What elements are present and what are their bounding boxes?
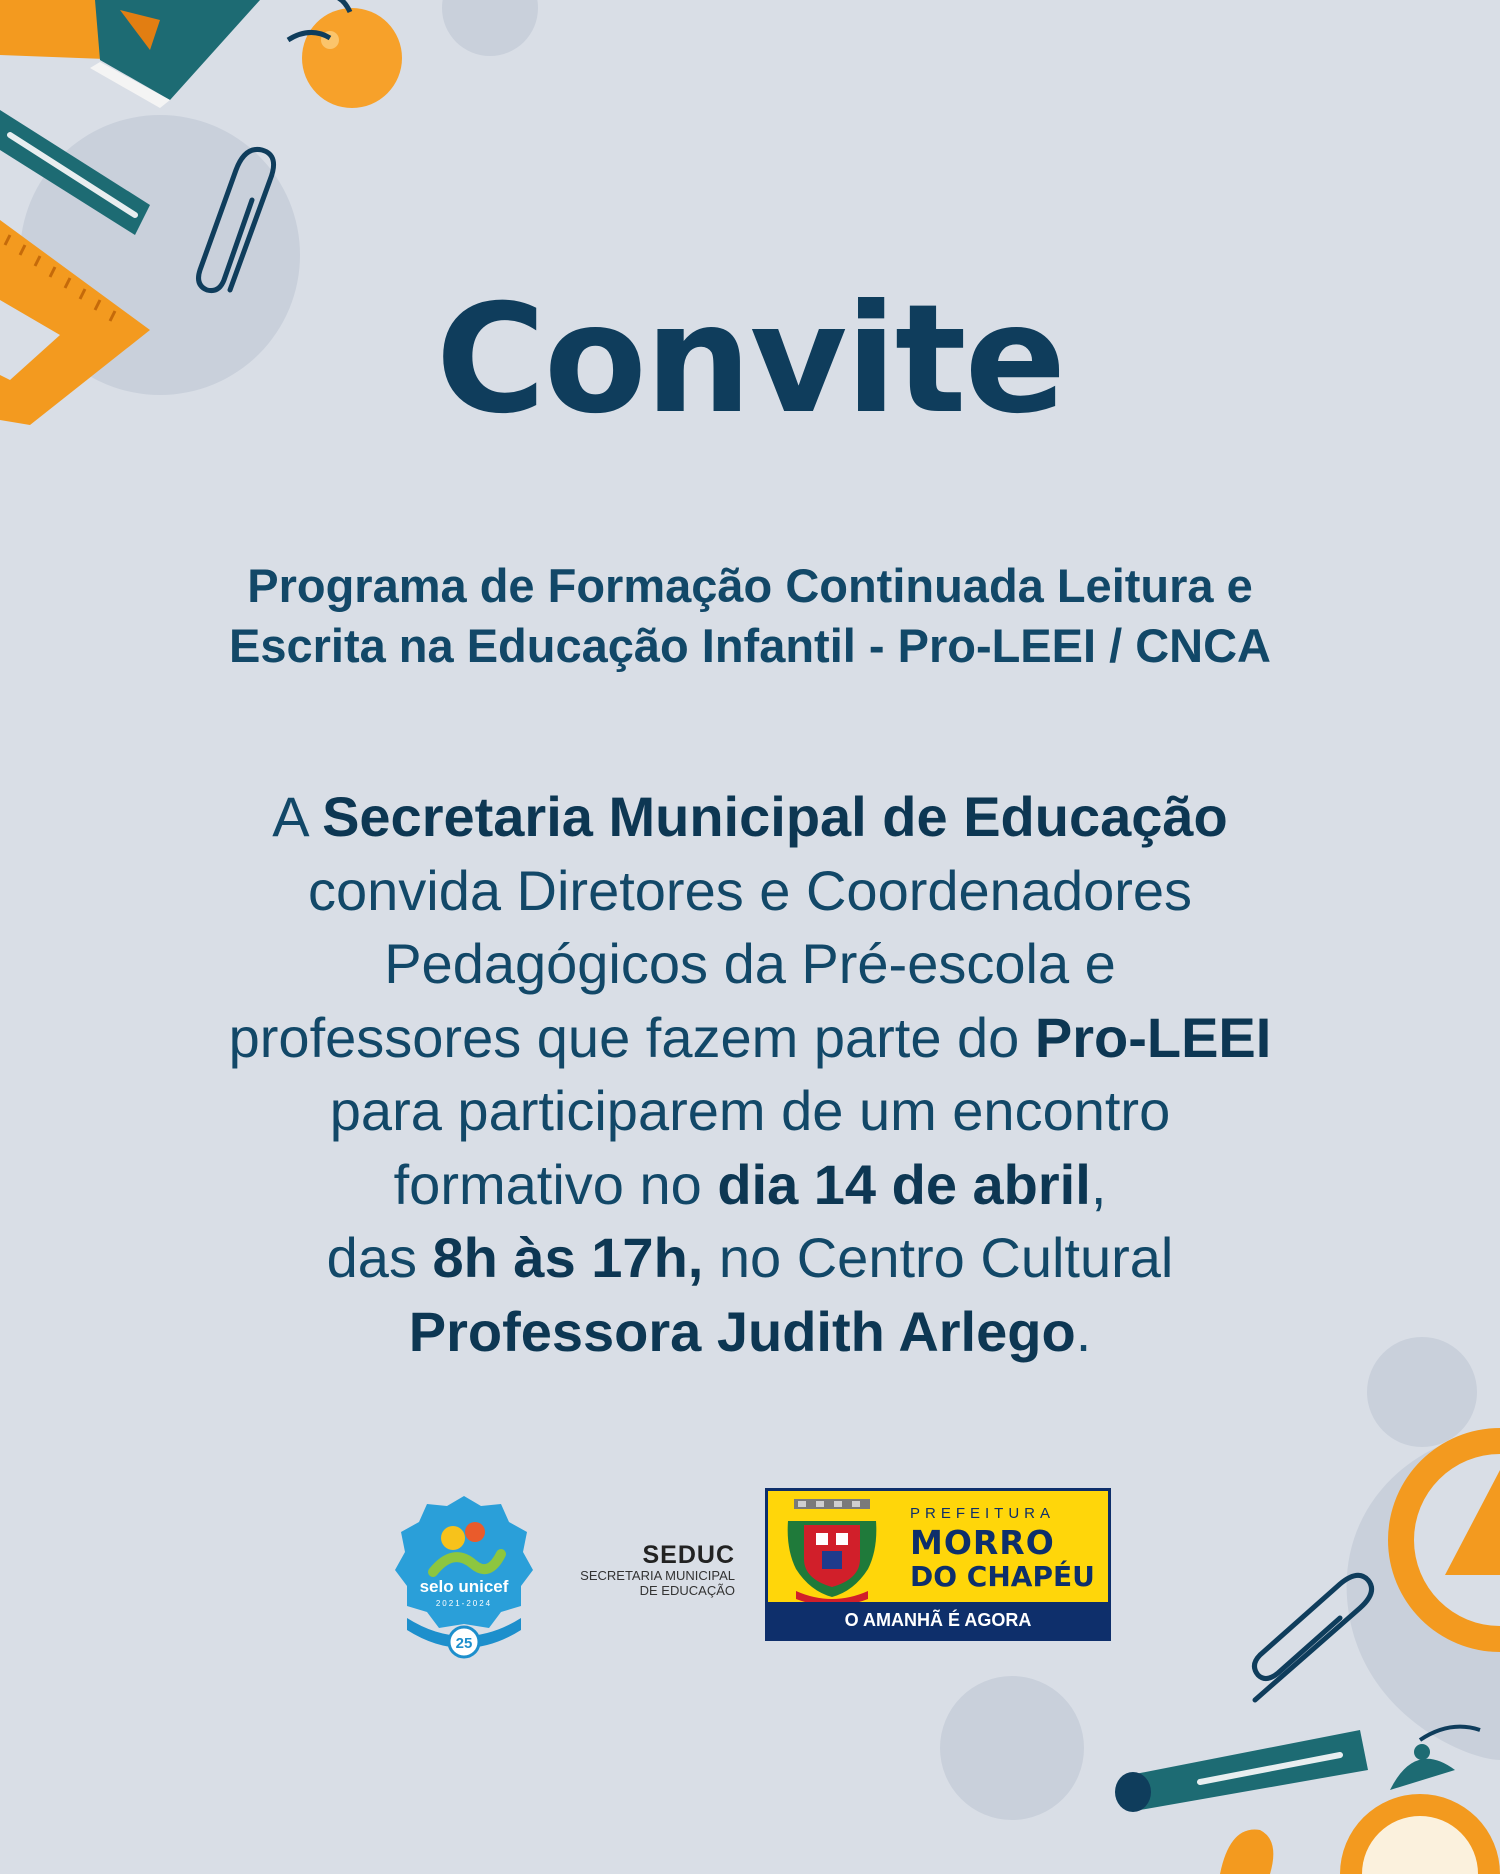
body-line	[60, 1221, 1440, 1295]
city-name-line: MORRO	[910, 1523, 1055, 1562]
city-name-line: DO CHAPÉU	[910, 1560, 1095, 1593]
coat-of-arms-icon	[786, 1499, 878, 1603]
subtitle-line: Escrita na Educação Infantil - Pro-LEEI / CNCA	[228, 619, 1272, 672]
background-blob	[940, 1676, 1084, 1820]
selo-unicef-logo	[393, 1492, 535, 1662]
body-bold: Pro-LEEI	[1034, 1005, 1272, 1069]
body-text: A	[272, 785, 323, 848]
event-time: 8h às 17h,	[432, 1226, 704, 1289]
body-text: .	[1075, 1299, 1092, 1363]
seduc-subtitle: DE EDUCAÇÃO	[639, 1583, 735, 1598]
prefeitura-logo	[765, 1488, 1111, 1641]
body-text: professores que fazem parte do	[228, 1005, 1035, 1069]
unicef-years: 2021-2024	[435, 1599, 493, 1608]
body-line: convida Diretores e Coordenadores	[307, 858, 1193, 922]
book-icon	[1220, 1830, 1273, 1874]
unicef-badge: 25	[455, 1635, 473, 1652]
prefeitura-slogan: O AMANHÃ É AGORA	[768, 1602, 1108, 1638]
event-date: dia 14 de abril	[717, 1152, 1091, 1216]
pencil-icon	[1115, 1730, 1368, 1812]
body-line: para participarem de um encontro	[329, 1079, 1171, 1142]
program-subtitle	[100, 556, 1400, 676]
subtitle-line: Programa de Formação Continuada Leitura e	[247, 559, 1253, 612]
invitation-title: Convite	[435, 273, 1065, 447]
book-icon	[0, 0, 260, 108]
invitation-body	[60, 780, 1440, 1368]
event-venue: Professora Judith Arlego	[408, 1299, 1076, 1363]
body-line	[60, 1148, 1440, 1222]
body-text: no Centro Cultural	[703, 1226, 1174, 1289]
body-line: Pedagógicos da Pré-escola e	[384, 932, 1116, 995]
body-text: das	[326, 1226, 433, 1289]
apple-icon	[288, 0, 402, 108]
background-blob	[442, 0, 538, 56]
prefeitura-label: PREFEITURA	[910, 1505, 1056, 1522]
body-line	[60, 1295, 1440, 1369]
body-text: ,	[1090, 1152, 1107, 1216]
body-text: formativo no	[393, 1152, 718, 1216]
seduc-title: SEDUC	[642, 1541, 735, 1569]
logos-row	[0, 1480, 1500, 1670]
unicef-name: selo unicef	[419, 1577, 509, 1596]
body-line	[60, 780, 1440, 854]
body-bold: Secretaria Municipal de Educação	[322, 785, 1228, 848]
seduc-subtitle: SECRETARIA MUNICIPAL	[580, 1568, 735, 1583]
body-line	[60, 1001, 1440, 1075]
seduc-logo	[555, 1542, 735, 1598]
